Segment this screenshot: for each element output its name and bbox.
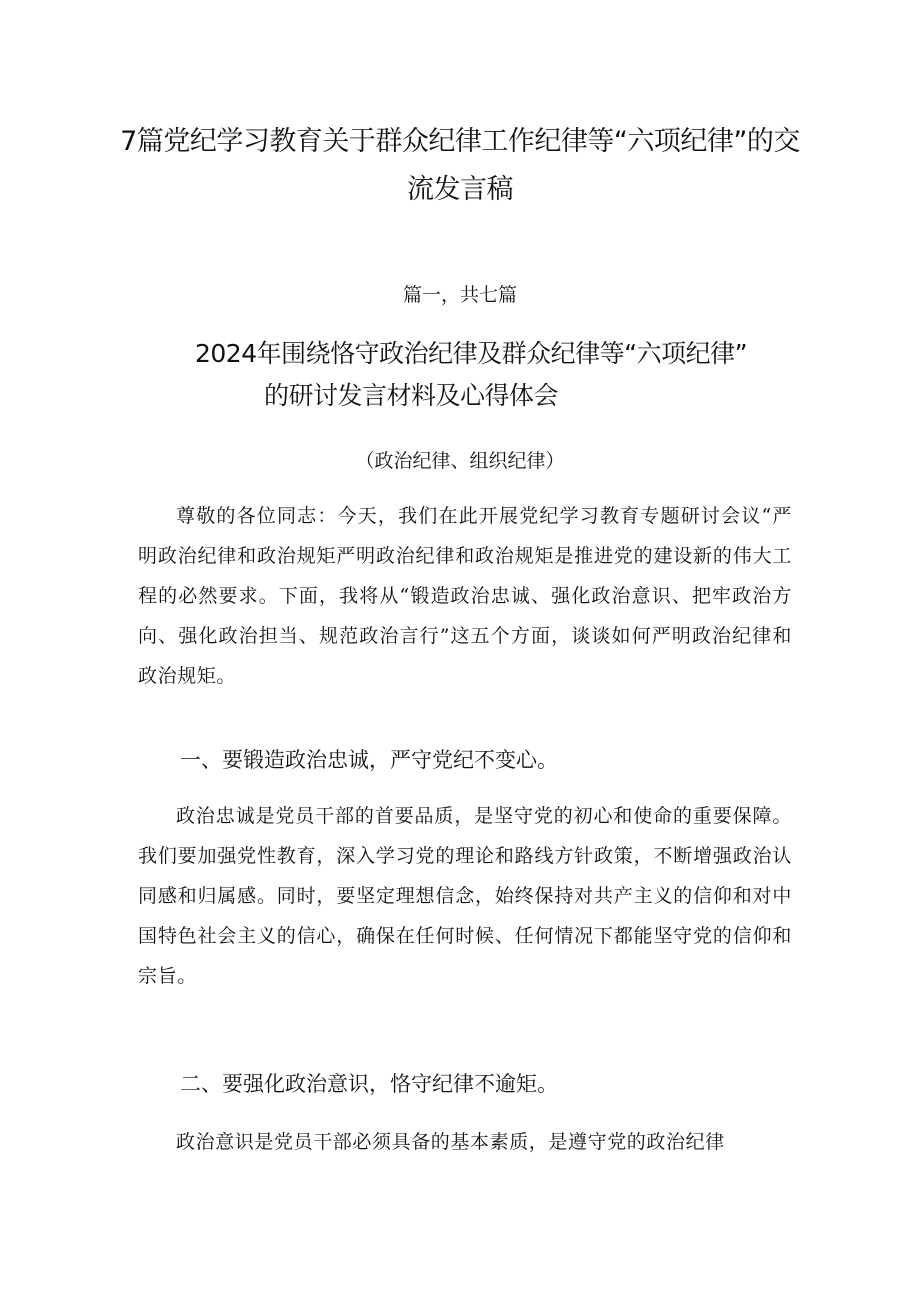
body-paragraph-1: 政治忠诚是党员干部的首要品质，是坚守党的初心和使命的重要保障。我们要加强党性教育，深入学习党的理论和路线方针政策，不断增强政治认同感和归属感。同时，要坚定理想信念，始终保持对共产主义的信仰和对中国特色社会主义的信心，确保在任何时候、任何情况下都能坚守党的信仰和宗旨。 [138, 805, 792, 987]
body-paragraph-2: 政治意识是党员干部必须具备的基本素质，是遵守党的政治纪律 [176, 1131, 725, 1153]
document-title: 7篇党纪学习教育关于群众纪律工作纪律等“六项纪律”的交流发言稿 [120, 126, 800, 205]
section-heading-1: 一、要锻造政治忠诚，严守党纪不变心。 [180, 748, 558, 772]
section-label: 篇一，共七篇 [402, 284, 517, 306]
article-subtitle-line2: 的研讨发言材料及心得体会 [264, 381, 559, 410]
discipline-note: （政治纪律、组织纪律） [355, 450, 565, 472]
intro-paragraph: 尊敬的各位同志：今天，我们在此开展党纪学习教育专题研讨会议“严明政治纪律和政治规矩严明政治纪律和政治规矩是推进党的建设新的伟大工程的必然要求。下面，我将从“锻造政治忠诚、强化政治意识、把牢政治方向、强化政治担当、规范政治言行”这五个方面，谈谈如何严明政治纪律和政治规矩。 [138, 505, 792, 687]
section-heading-2: 二、要强化政治意识，恪守纪律不逾矩。 [180, 1072, 558, 1096]
article-subtitle-line1: 2024年围绕恪守政治纪律及群众纪律等“六项纪律” [195, 339, 748, 368]
